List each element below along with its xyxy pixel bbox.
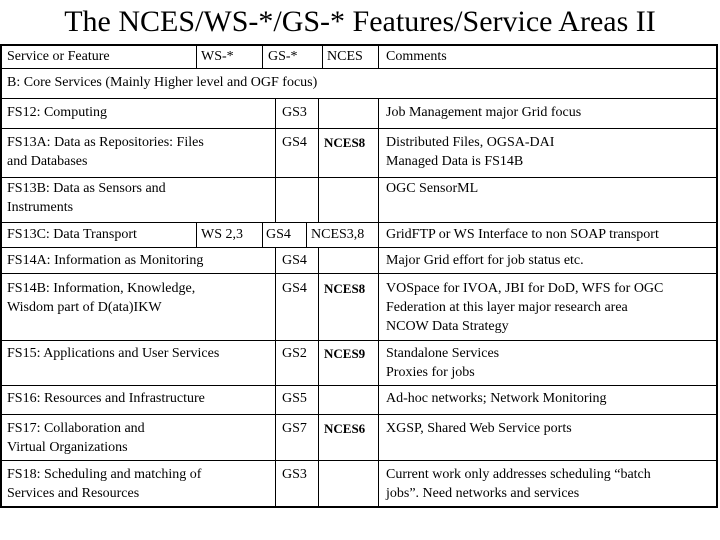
column-divider [378, 44, 379, 68]
column-divider [196, 222, 197, 247]
row-fs14b-feature: FS14B: Information, Knowledge, Wisdom part of D(ata)IKW [7, 281, 196, 315]
row-fs15-feature: FS15: Applications and User Services [7, 346, 220, 361]
column-divider [306, 222, 307, 247]
row-divider [0, 414, 718, 415]
row-fs13c-gs: GS4 [266, 227, 291, 242]
row-fs13a-comments: Distributed Files, OGSA-DAI Managed Data is FS14B [386, 135, 555, 169]
row-fs18-feature: FS18: Scheduling and matching of Services and Resources [7, 467, 202, 501]
row-fs14b-nces: NCES8 [324, 281, 366, 296]
row-fs13a-nces: NCES8 [324, 135, 366, 150]
row-fs14b-comments: VOSpace for IVOA, JBI for DoD, WFS for OGC Federation at this layer major research area NCOW Data Strategy [386, 281, 664, 334]
column-divider [322, 44, 323, 68]
column-divider [262, 222, 263, 247]
row-fs13a-gs: GS4 [282, 135, 307, 150]
row-divider [0, 385, 718, 386]
column-divider [275, 98, 276, 222]
row-fs13c-ws: WS 2,3 [201, 227, 243, 242]
table-border-right [716, 44, 718, 508]
column-divider [378, 98, 379, 506]
column-divider [318, 247, 319, 506]
row-fs16-comments: Ad-hoc networks; Network Monitoring [386, 391, 607, 406]
row-fs15-comments: Standalone Services Proxies for jobs [386, 346, 500, 380]
row-fs13b-comments: OGC SensorML [386, 181, 479, 196]
row-divider [0, 222, 718, 223]
row-divider [0, 273, 718, 274]
column-divider [196, 44, 197, 68]
row-fs13a-feature: FS13A: Data as Repositories: Files and Databases [7, 135, 204, 169]
column-divider [262, 44, 263, 68]
row-divider [0, 128, 718, 129]
table-border-top [0, 44, 718, 46]
row-fs18-gs: GS3 [282, 467, 307, 482]
column-divider [318, 98, 319, 222]
table-border-left [0, 44, 2, 508]
row-fs16-gs: GS5 [282, 391, 307, 406]
row-divider [0, 247, 718, 248]
row-fs18-comments: Current work only addresses scheduling “batch jobs”. Need networks and services [386, 467, 651, 501]
row-fs17-comments: XGSP, Shared Web Service ports [386, 421, 572, 436]
row-fs13c-comments: GridFTP or WS Interface to non SOAP transport [386, 227, 659, 242]
row-fs17-feature: FS17: Collaboration and Virtual Organizations [7, 421, 145, 455]
header-nces: NCES [327, 49, 363, 64]
header-gs: GS-* [268, 49, 298, 64]
row-fs16-feature: FS16: Resources and Infrastructure [7, 391, 205, 406]
row-fs14a-gs: GS4 [282, 253, 307, 268]
row-divider [0, 68, 718, 69]
row-fs13c-feature: FS13C: Data Transport [7, 227, 137, 242]
column-divider [275, 247, 276, 506]
table-border-bottom [0, 506, 718, 508]
row-fs15-nces: NCES9 [324, 346, 366, 361]
row-divider [0, 340, 718, 341]
row-divider [0, 177, 718, 178]
row-fs12-gs: GS3 [282, 105, 307, 120]
row-fs17-gs: GS7 [282, 421, 307, 436]
row-fs14a-comments: Major Grid effort for job status etc. [386, 253, 584, 268]
row-fs12-comments: Job Management major Grid focus [386, 105, 582, 120]
row-fs14b-gs: GS4 [282, 281, 307, 296]
header-ws: WS-* [201, 49, 234, 64]
header-feature: Service or Feature [7, 49, 110, 64]
header-comments: Comments [386, 49, 447, 64]
row-fs14a-feature: FS14A: Information as Monitoring [7, 253, 204, 268]
row-fs12-feature: FS12: Computing [7, 105, 107, 120]
row-divider [0, 98, 718, 99]
row-fs13b-feature: FS13B: Data as Sensors and Instruments [7, 181, 166, 215]
row-fs13c-nces: NCES3,8 [311, 227, 365, 242]
row-divider [0, 460, 718, 461]
row-fs17-nces: NCES6 [324, 421, 366, 436]
page-title: The NCES/WS-*/GS-* Features/Service Areas II [64, 5, 656, 38]
section-label: B: Core Services (Mainly Higher level and OGF focus) [7, 75, 318, 90]
row-fs15-gs: GS2 [282, 346, 307, 361]
